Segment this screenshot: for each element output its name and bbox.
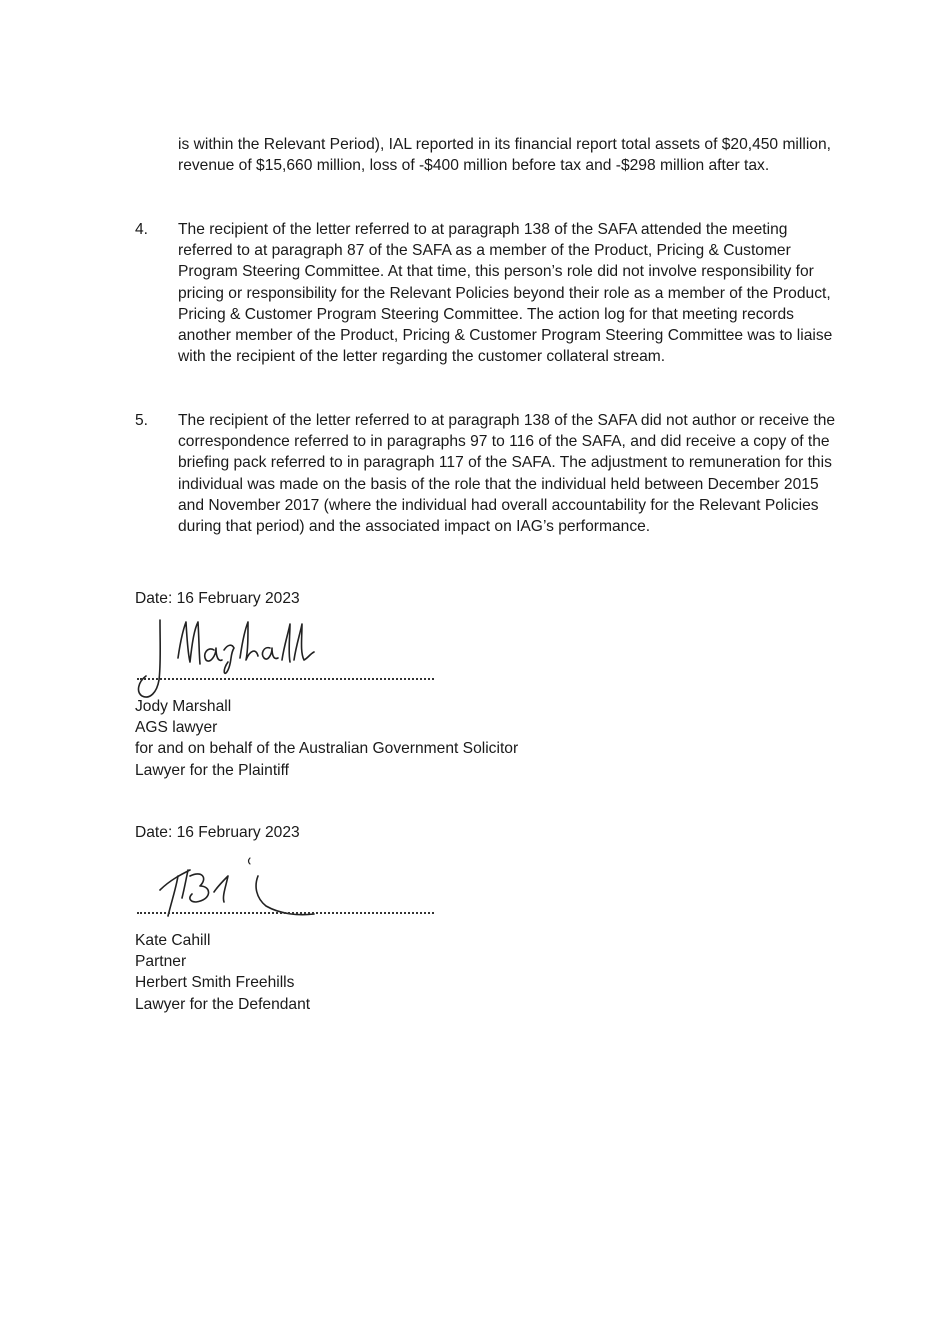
signature-cahill bbox=[130, 856, 330, 926]
signatory-block-plaintiff bbox=[135, 696, 518, 781]
signatory-role: AGS lawyer bbox=[135, 719, 218, 737]
signatory-role: Partner bbox=[135, 953, 187, 971]
signatory-organisation: for and on behalf of the Australian Government Solicitor bbox=[135, 740, 519, 758]
numbered-paragraph-4 bbox=[135, 219, 845, 367]
signatory-capacity: Lawyer for the Defendant bbox=[135, 995, 311, 1013]
paragraph-text: The recipient of the letter referred to at paragraph 138 of the SAFA attended the meeting referred to at paragraph 87 of the SAFA as a member of the Product, Pricing & Customer Program Steering Committee. At that time, this person’s role did not involve responsibility for pricing or responsibility for the Relevant Policies beyond their role as a member of the Product, Pricing & Customer Program Steering Committee. The action log for that meeting records another member of the Product, Pricing & Customer Program Steering Committee was to liaise with the recipient of the letter regarding the customer collateral stream. bbox=[178, 221, 833, 366]
signatory-name: Jody Marshall bbox=[135, 698, 232, 715]
numbered-paragraph-5 bbox=[135, 410, 845, 537]
signature-line-plaintiff bbox=[137, 678, 434, 680]
paragraph-text: The recipient of the letter referred to at paragraph 138 of the SAFA did not author or receive the correspondence referred to in paragraphs 97 to 116 of the SAFA, and did receive a copy of the briefing pack referred to in paragraph 117 of the SAFA. The adjustment to remuneration for this individual was made on the basis of the role that the individual held between December 2015 and November 2017 (where the individual had overall accountability for the Relevant Policies during that period) and the associated impact on IAG’s performance. bbox=[178, 412, 836, 536]
paragraph-number: 4. bbox=[135, 221, 149, 238]
signature-date-plaintiff: Date: 16 February 2023 bbox=[135, 590, 300, 607]
continued-paragraph: is within the Relevant Period), IAL reported in its financial report total assets of $20,450 million, revenue of $15,660 million, loss of -$400 million before tax and -$298 million after tax. bbox=[178, 136, 831, 175]
signatory-name: Kate Cahill bbox=[135, 932, 211, 949]
signature-line-defendant bbox=[137, 912, 434, 914]
signature-date-defendant: Date: 16 February 2023 bbox=[135, 824, 300, 841]
paragraph-number: 5. bbox=[135, 412, 149, 429]
signatory-organisation: Herbert Smith Freehills bbox=[135, 974, 295, 992]
signatory-capacity: Lawyer for the Plaintiff bbox=[135, 761, 289, 779]
signatory-block-defendant bbox=[135, 930, 310, 1015]
